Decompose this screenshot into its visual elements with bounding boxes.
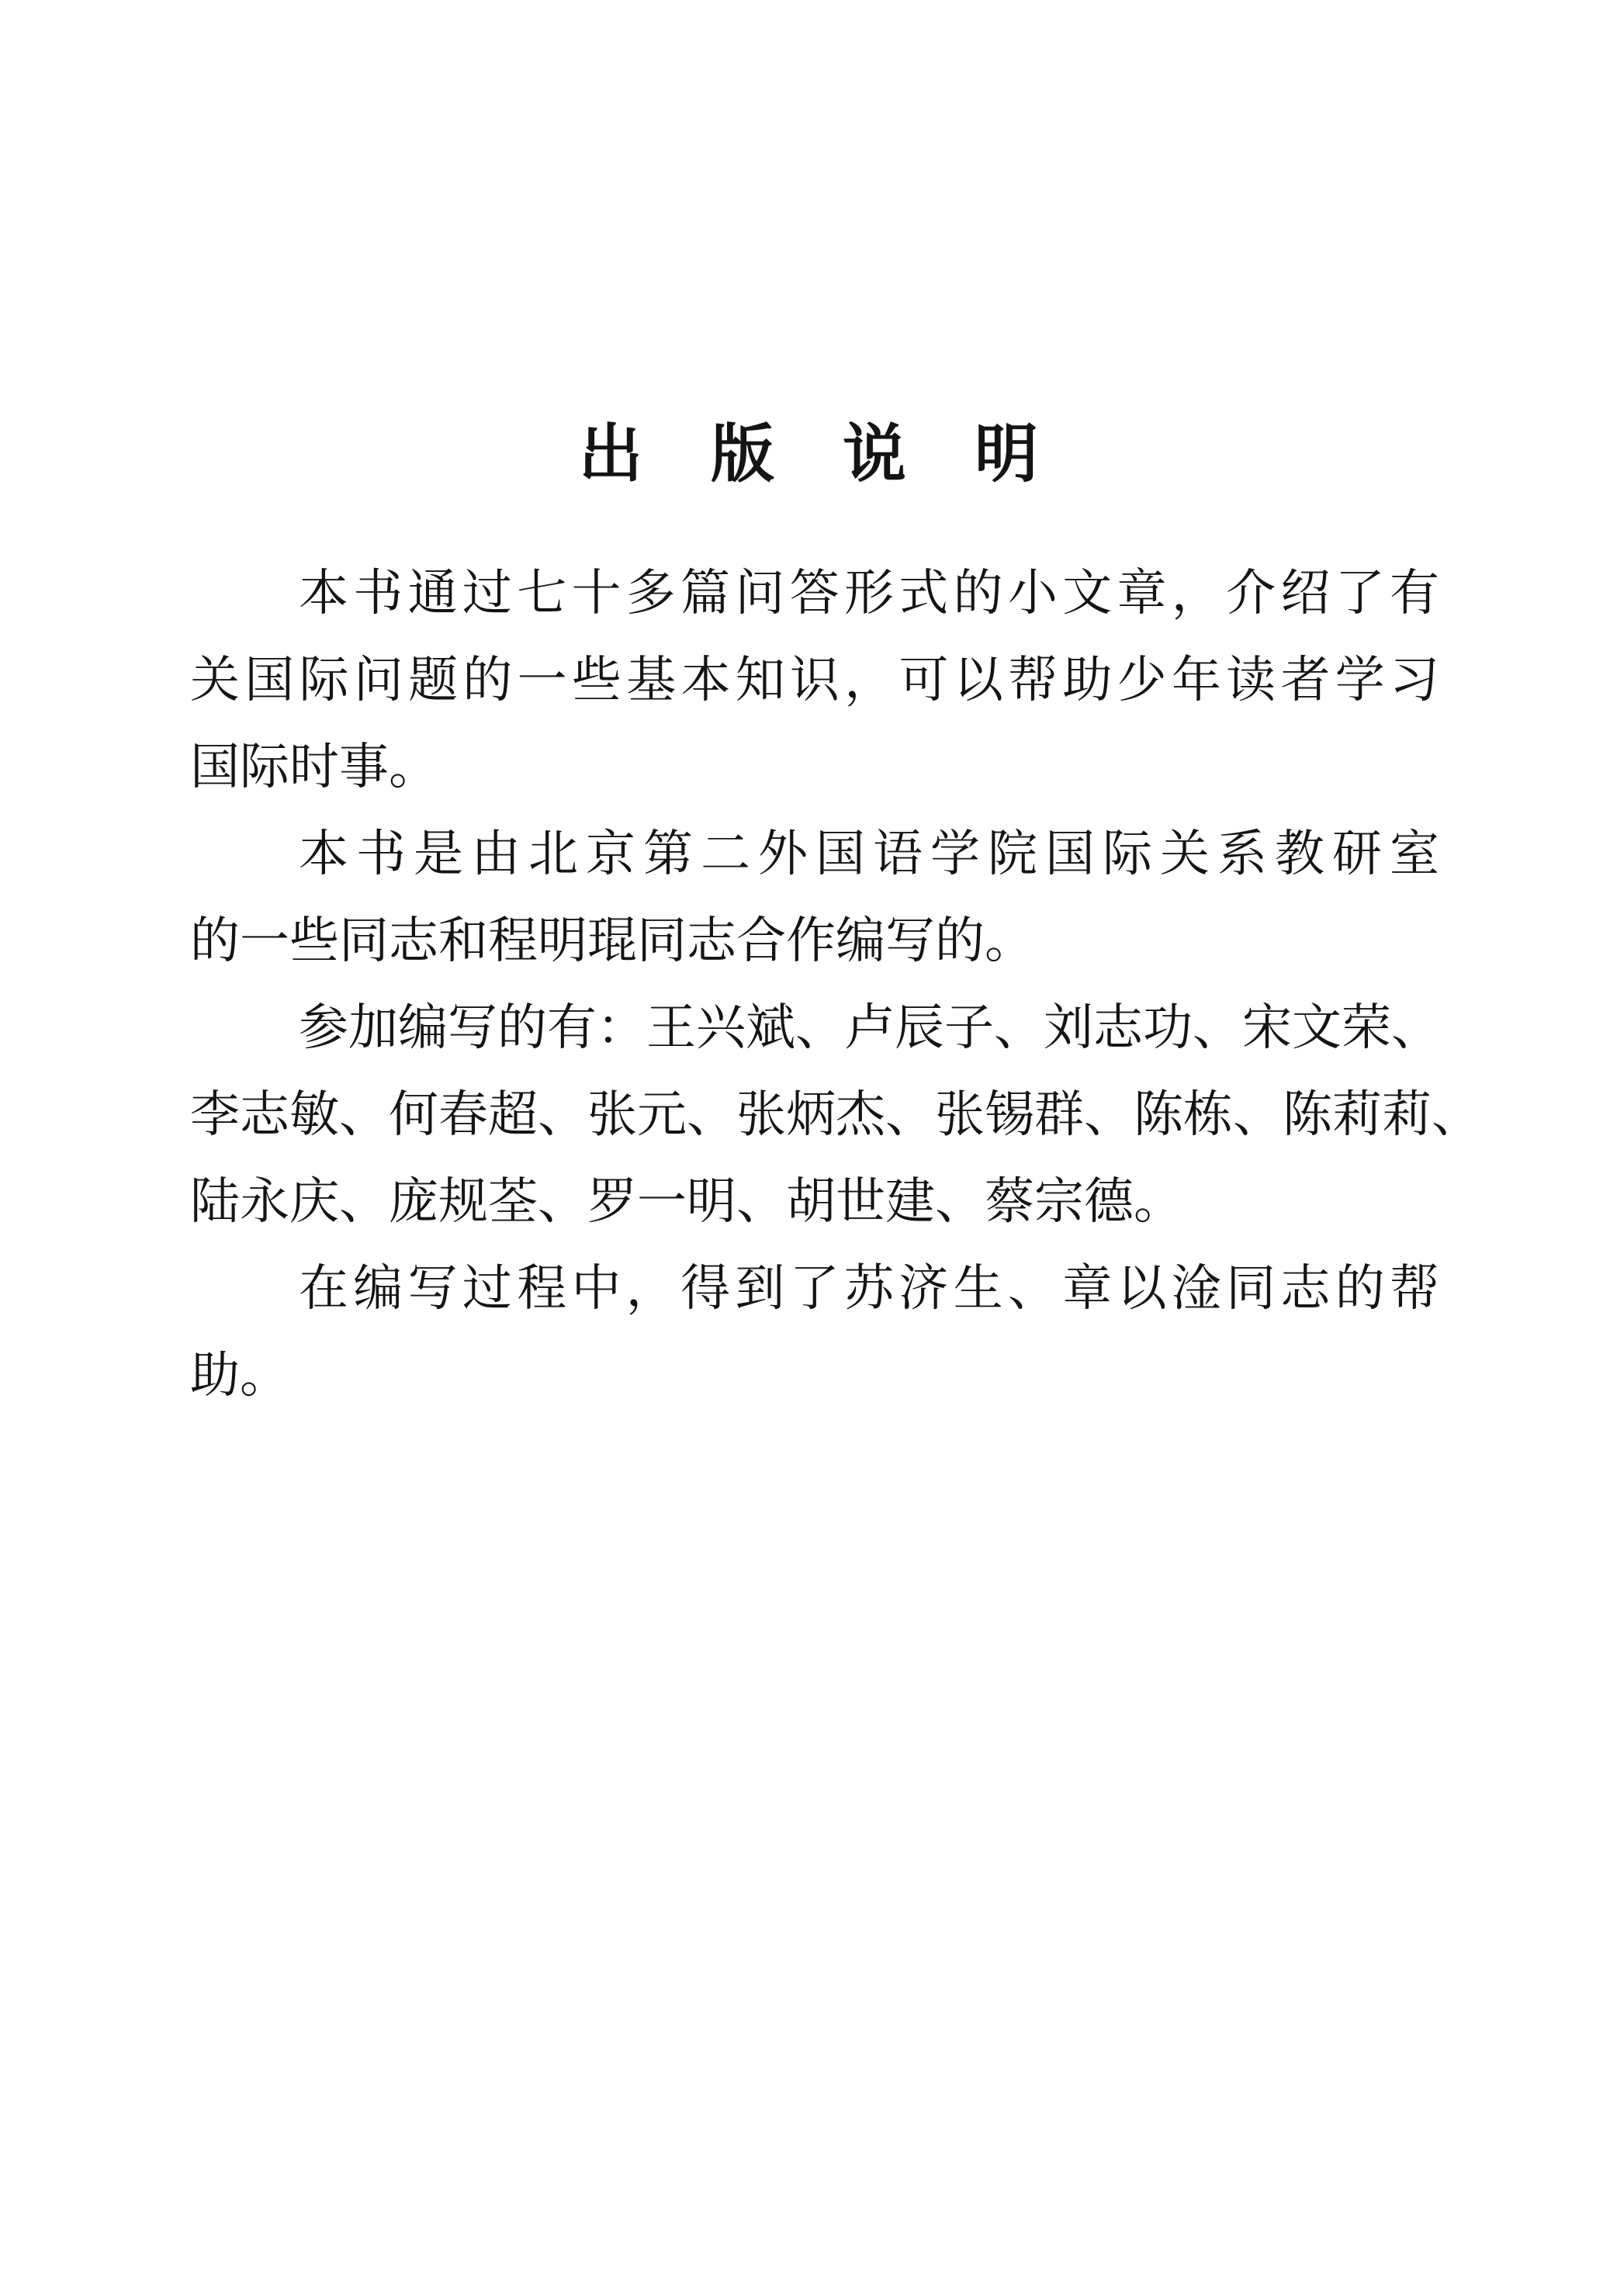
page-title: 出版说明 bbox=[578, 417, 1106, 491]
paragraph-1-line-3: 国际时事。 bbox=[190, 739, 438, 796]
paragraph-3-line-1: 参加编写的有：王兴斌、卢辰子、刘志功、宋文荣、 bbox=[299, 999, 1441, 1057]
paragraph-1-line-2: 关国际问题的一些基本知识，可以帮助少年读者学习 bbox=[190, 652, 1439, 709]
paragraph-4-line-2: 助。 bbox=[190, 1347, 289, 1404]
paragraph-3-line-2: 李志敏、何春超、张元、张炳杰、张锡群、陈栋、陈莉莉、 bbox=[190, 1086, 1481, 1144]
paragraph-1-line-1: 本书通过七十多篇问答形式的小文章，介绍了有 bbox=[299, 565, 1439, 622]
paragraph-3-line-3: 陆永庆、庞规荃、罗一明、胡世建、蔡宗德。 bbox=[190, 1173, 1183, 1231]
paragraph-4-line-1: 在编写过程中，得到了苏济生、章以淦同志的帮 bbox=[299, 1260, 1439, 1318]
paragraph-2-line-2: 的一些同志和程明琨同志合作编写的。 bbox=[190, 913, 1034, 970]
paragraph-2-line-1: 本书是由北京第二外国语学院国际关系教研室 bbox=[299, 826, 1439, 883]
